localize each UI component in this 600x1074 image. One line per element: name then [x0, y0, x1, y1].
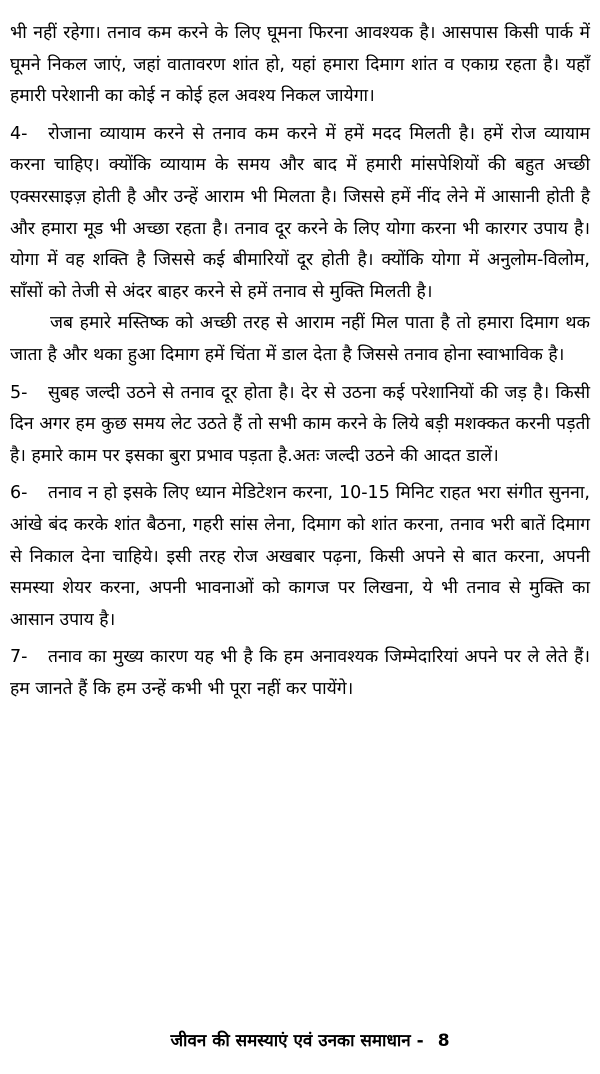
- paragraph-text: सुबह जल्दी उठने से तनाव दूर होता है। देर से उठना कई परेशानियों की जड़ है। किसी दिन अगर हम कुछ समय लेट उठते हैं तो सभी काम करने के लिये बड़ी मशक्कत करनी पड़ती है। हमारे काम पर इसका बुरा प्रभाव पड़ता है.अतः जल्दी उठने की आदत डालें।: [10, 382, 590, 466]
- paragraph-point-5: [10, 378, 590, 473]
- footer-title: जीवन की समस्याएं एवं उनका समाधान -: [170, 1031, 424, 1051]
- paragraph-point-6: [10, 478, 590, 636]
- point-number: 7-: [10, 647, 28, 668]
- paragraph-text: तनाव का मुख्य कारण यह भी है कि हम अनावश्यक जिम्मेदारियां अपने पर ले लेते हैं। हम जानते हैं कि हम उन्हें कभी भी पूरा नहीं कर पायेंगे।: [10, 647, 590, 699]
- paragraph-point-4: [10, 119, 590, 309]
- paragraph-text: भी नहीं रहेगा। तनाव कम करने के लिए घूमना फिरना आवश्यक है। आसपास किसी पार्क में घूमने निकल जाएं, जहां वातावरण शांत हो, यहां हमारा दिमाग शांत व एकाग्र रहता है। यहाँ हमारी परेशानी का कोई न कोई हल अवश्य निकल जायेगा।: [10, 23, 590, 107]
- body-text: [10, 18, 590, 705]
- paragraph-point-7: [10, 642, 590, 705]
- point-number: 5-: [10, 382, 28, 403]
- page-number: 8: [437, 1031, 450, 1051]
- point-number: 6-: [10, 483, 28, 504]
- page-footer: [0, 1028, 600, 1051]
- paragraph-text: रोजाना व्यायाम करने से तनाव कम करने में हमें मदद मिलती है। हमें रोज व्यायाम करना चाहिए। क्योंकि व्यायाम के समय और बाद में हमारी मांसपेशियों की बहुत अच्छी एक्सरसाइज़ होती है और उन्हें आराम भी मिलता है। जिससे हमें नींद लेने में आसानी होती है और हमारा मूड भी अच्छा रहता है। तनाव दूर करने के लिए योगा करना भी कारगर उपाय है। योगा में वह शक्ति है जिससे कई बीमारियों दूर होती है। क्योंकि योगा में अनुलोम-विलोम, साँसों को तेजी से अंदर बाहर करने से हमें तनाव से मुक्ति मिलती है।: [10, 123, 590, 302]
- paragraph-continuation: [10, 18, 590, 113]
- paragraph-rest: [10, 308, 590, 371]
- paragraph-text: तनाव न हो इसके लिए ध्यान मेडिटेशन करना, 10-15 मिनिट राहत भरा संगीत सुनना, आंखे बंद करके शांत बैठना, गहरी सांस लेना, दिमाग को शांत करना, तनाव भरी बातें दिमाग से निकाल देना चाहिये। इसी तरह रोज अखबार पढ़ना, किसी अपने से बात करना, अपनी समस्या शेयर करना, अपनी भावनाओं को कागज पर लिखना, ये भी तनाव से मुक्ति का आसान उपाय है।: [10, 483, 590, 630]
- paragraph-text: जब हमारे मस्तिष्क को अच्छी तरह से आराम नहीं मिल पाता है तो हमारा दिमाग थक जाता है और थका हुआ दिमाग हमें चिंता में डाल देता है जिससे तनाव होना स्वाभाविक है।: [10, 313, 590, 365]
- point-number: 4-: [10, 123, 28, 144]
